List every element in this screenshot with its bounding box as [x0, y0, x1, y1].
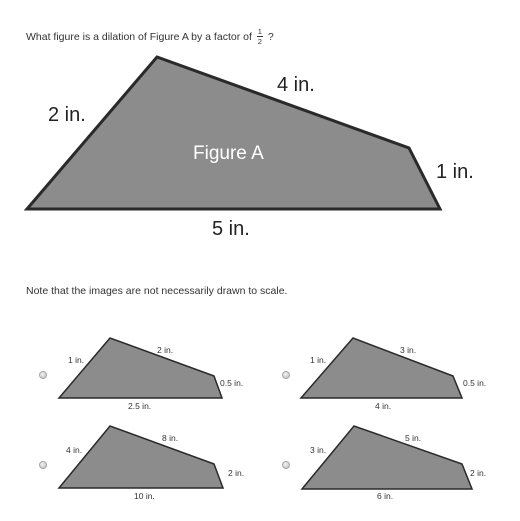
option-1-side-top: 2 in.: [157, 345, 174, 355]
figure-a-side-top: 4 in.: [277, 74, 315, 96]
option-3-svg: [59, 426, 259, 506]
option-3-radio[interactable]: [39, 461, 47, 469]
figure-a-svg: [0, 0, 520, 260]
option-1-side-left: 1 in.: [68, 355, 85, 365]
figure-a-shape: [27, 57, 440, 209]
figure-a-diagram: [0, 0, 520, 260]
option-1-side-right: 0.5 in.: [220, 378, 244, 388]
fraction-numerator: 1: [257, 27, 262, 36]
figure-a-side-left: 2 in.: [48, 104, 86, 126]
option-3-figure: [59, 426, 259, 506]
figure-a-name: Figure A: [193, 143, 264, 164]
option-4-figure: [302, 426, 502, 506]
option-2-side-right: 0.5 in.: [463, 378, 487, 388]
option-4-shape: [302, 426, 472, 489]
option-2-side-bottom: 4 in.: [375, 401, 392, 411]
question-suffix: ?: [267, 30, 274, 43]
option-3-side-top: 8 in.: [162, 433, 179, 443]
option-2-side-top: 3 in.: [400, 345, 417, 355]
figure-a-side-right: 1 in.: [436, 161, 474, 183]
option-4-radio[interactable]: [282, 461, 290, 469]
option-2-radio[interactable]: [282, 371, 290, 379]
option-3-side-right: 2 in.: [228, 468, 245, 478]
option-4-side-right: 2 in.: [470, 468, 487, 478]
option-2-shape: [301, 338, 462, 398]
option-2-side-left: 1 in.: [310, 355, 327, 365]
figure-a-side-bottom: 5 in.: [212, 218, 250, 240]
option-4-side-top: 5 in.: [405, 433, 422, 443]
option-4-svg: [302, 426, 502, 506]
option-1-shape: [59, 338, 222, 398]
option-3-side-bottom: 10 in.: [134, 491, 155, 501]
option-4-side-left: 3 in.: [310, 445, 327, 455]
option-1-side-bottom: 2.5 in.: [128, 401, 152, 411]
option-1-radio[interactable]: [39, 371, 47, 379]
scale-note: Note that the images are not necessarily drawn to scale.: [26, 285, 288, 297]
option-3-shape: [59, 426, 223, 488]
option-3-side-left: 4 in.: [66, 445, 83, 455]
option-4-side-bottom: 6 in.: [377, 491, 394, 501]
fraction-denominator: 2: [257, 37, 262, 46]
question-prefix: What figure is a dilation of Figure A by a factor of: [26, 30, 252, 43]
